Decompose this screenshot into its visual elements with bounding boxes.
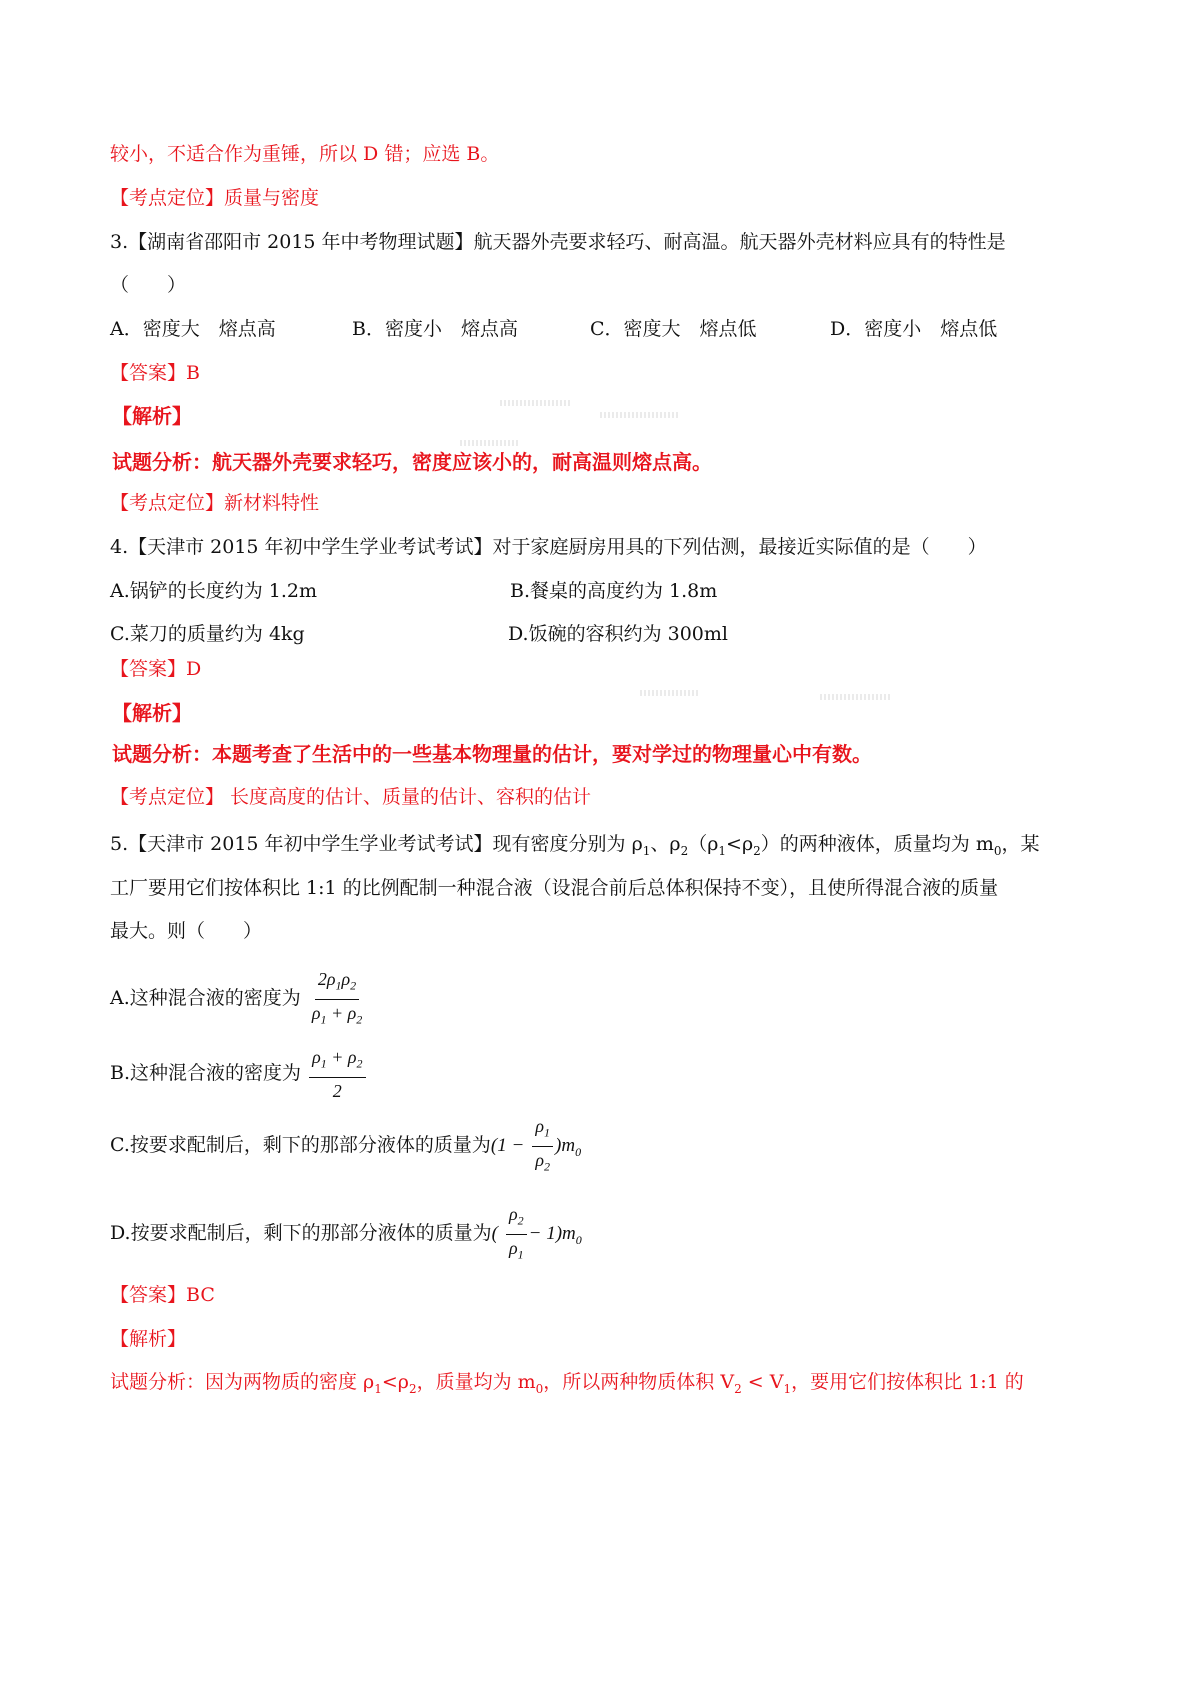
formula-a: $\frac{2\rho_1\rho_2}{\rho_1 + \rho_2}$: [311, 969, 363, 1027]
scan-noise: [460, 440, 520, 446]
formula-d: $\frac{\rho_2}{\rho_1}$: [506, 1203, 527, 1265]
q5-stem-line2: 工厂要用它们按体积比 1:1 的比例配制一种混合液（设混合前后总体积保持不变），且使所得混合液的质量: [110, 877, 999, 899]
scan-noise: [600, 412, 680, 418]
q4-stem: 4.【天津市 2015 年初中学生学业考试考试】对于家庭厨房用具的下列估测，最接近实际值的是（ ）: [110, 536, 987, 558]
scan-noise: [820, 694, 890, 700]
q5-analysis: 试题分析：因为两物质的密度 $\rho_1<\rho_2$，质量均为 $m_0$，所以两种物质体积 $V_2 < V_1$，要用它们按体积比 1:1 的: [110, 1371, 1024, 1396]
formula-c: $\frac{\rho_1}{\rho_2}$: [532, 1115, 553, 1177]
q5-option-d: D.按要求配制后，剩下的那部分液体的质量为( $\frac{\rho_2}{\rho_1}$ − $1)m_0$: [110, 1203, 582, 1270]
q3-blank: （ ）: [110, 274, 187, 296]
q4-option-c: C.菜刀的质量约为 4kg: [110, 623, 305, 645]
q5-stem-line3: 最大。则（ ）: [110, 920, 263, 942]
q4-kaodian: 【考点定位】 长度高度的估计、质量的估计、容积的估计: [110, 786, 592, 808]
scan-noise: [640, 690, 700, 696]
q3-option-c: C．密度大 熔点低: [590, 318, 757, 340]
q5-answer: 【答案】BC: [110, 1284, 215, 1306]
q4-answer: 【答案】D: [110, 658, 202, 680]
q5-jiexi-heading: 【解析】: [110, 1328, 187, 1350]
scan-noise: [500, 400, 570, 406]
q5-option-a: A.这种混合液的密度为 $\frac{2\rho_1\rho_2}{\rho_1 + \rho_2}$: [110, 968, 367, 1030]
q4-option-d: D.饭碗的容积约为 300ml: [508, 623, 728, 645]
formula-b: $\frac{\rho_1 + \rho_2}{2}$: [309, 1046, 365, 1102]
q4-analysis: 试题分析：本题考查了生活中的一些基本物理量的估计，要对学过的物理量心中有数。: [112, 742, 872, 766]
q3-kaodian: 【考点定位】新材料特性: [110, 492, 320, 514]
q3-option-a: A．密度大 熔点高: [110, 318, 276, 340]
q5-option-b: B.这种混合液的密度为 $\frac{\rho_1 + \rho_2}{2}$: [110, 1043, 368, 1103]
q4-option-a: A.锅铲的长度约为 1.2m: [110, 580, 318, 602]
q4-option-b: B.餐桌的高度约为 1.8m: [510, 580, 718, 602]
q3-answer: 【答案】B: [110, 362, 200, 384]
q3-option-b: B．密度小 熔点高: [352, 318, 518, 340]
q5-option-c: C.按要求配制后，剩下的那部分液体的质量为(1 − $\frac{\rho_1}{\rho_2}$ )$m_0$: [110, 1115, 581, 1182]
q3-analysis: 试题分析：航天器外壳要求轻巧，密度应该小的，耐高温则熔点高。: [112, 450, 712, 474]
q3-option-d: D．密度小 熔点低: [830, 318, 998, 340]
q3-jiexi-heading: 【解析】: [112, 404, 192, 428]
q4-jiexi-heading: 【解析】: [112, 701, 192, 725]
q3-stem: 3.【湖南省邵阳市 2015 年中考物理试题】航天器外壳要求轻巧、耐高温。航天器外壳材料应具有的特性是: [110, 231, 1006, 253]
kaodian-q2: 【考点定位】质量与密度: [110, 187, 320, 209]
continued-analysis-line: 较小，不适合作为重锤，所以 D 错；应选 B。: [110, 143, 500, 165]
q5-stem-line1: 5.【天津市 2015 年初中学生学业考试考试】现有密度分别为 $\rho_1$、$\rho_2(\rho_1<\rho_2)$的两种液体，质量均为 $m_0$，某: [110, 833, 1040, 858]
